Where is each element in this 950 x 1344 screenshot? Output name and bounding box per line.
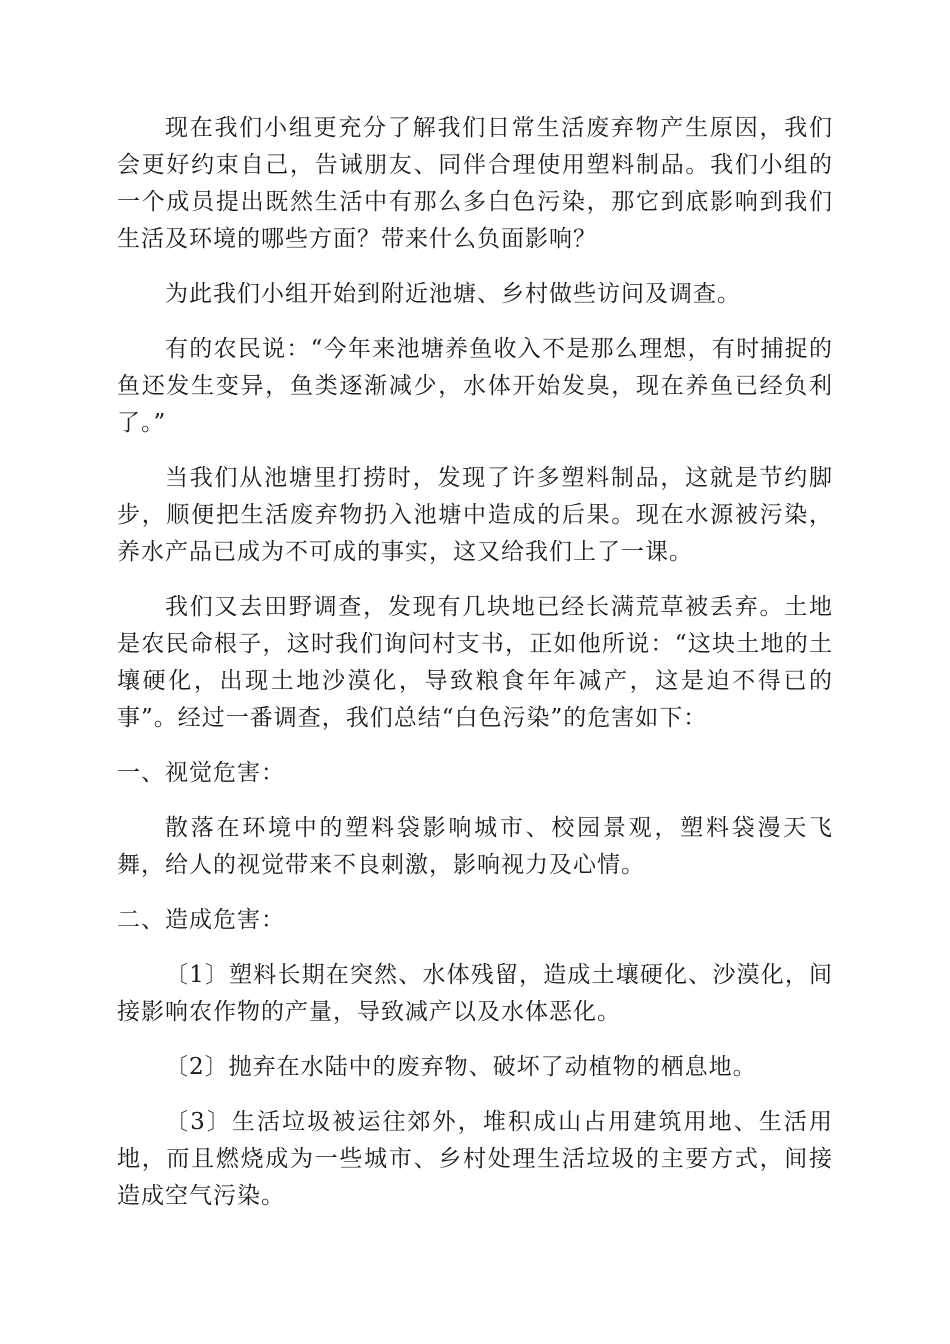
paragraph-intro: 现在我们小组更充分了解我们日常生活废弃物产生原因，我们会更好约束自己，告诫朋友、同伴合理使用塑料制品。我们小组的一个成员提出既然生活中有那么多白色污染，那它到底影响到我们生活及环境的哪些方面？带来什么负面影响？	[117, 115, 833, 252]
document-body	[117, 110, 833, 1233]
paragraph-field: 我们又去田野调查，发现有几块地已经长满荒草被丢弃。土地是农民命根子，这时我们询问村支书，正如他所说：“这块土地的土壤硬化，出现土地沙漠化，导致粮食年年减产，这是迫不得已的事”。经过一番调查，我们总结“白色污染”的危害如下：	[117, 594, 833, 731]
paragraph-survey: 为此我们小组开始到附近池塘、乡村做些访问及调查。	[165, 281, 741, 307]
paragraph-farmer-quote: 有的农民说：“今年来池塘养鱼收入不是那么理想，有时捕捉的鱼还发生变异，鱼类逐渐减少，水体开始发臭，现在养鱼已经负利了。”	[117, 336, 833, 436]
section-body-visual: 散落在环境中的塑料袋影响城市、校园景观，塑料袋漫天飞舞，给人的视觉带来不良刺激，影响视力及心情。	[117, 815, 833, 878]
list-item-harm-2: 〔2〕抛弃在水陆中的废弃物、破坏了动植物的栖息地。	[165, 1054, 757, 1080]
list-item-harm-1: 〔1〕塑料长期在突然、水体残留，造成土壤硬化、沙漠化，间接影响农作物的产量，导致减产以及水体恶化。	[117, 962, 833, 1025]
list-item-harm-3: 〔3〕生活垃圾被运往郊外，堆积成山占用建筑用地、生活用地，而且燃烧成为一些城市、乡村处理生活垃圾的主要方式，间接造成空气污染。	[117, 1109, 833, 1209]
section-heading-visual: 一、视觉危害：	[117, 760, 285, 786]
section-heading-harm: 二、造成危害：	[117, 907, 285, 933]
paragraph-pond: 当我们从池塘里打捞时，发现了许多塑料制品，这就是节约脚步，顺便把生活废弃物扔入池塘中造成的后果。现在水源被污染，养水产品已成为不可成的事实，这又给我们上了一课。	[117, 465, 833, 565]
